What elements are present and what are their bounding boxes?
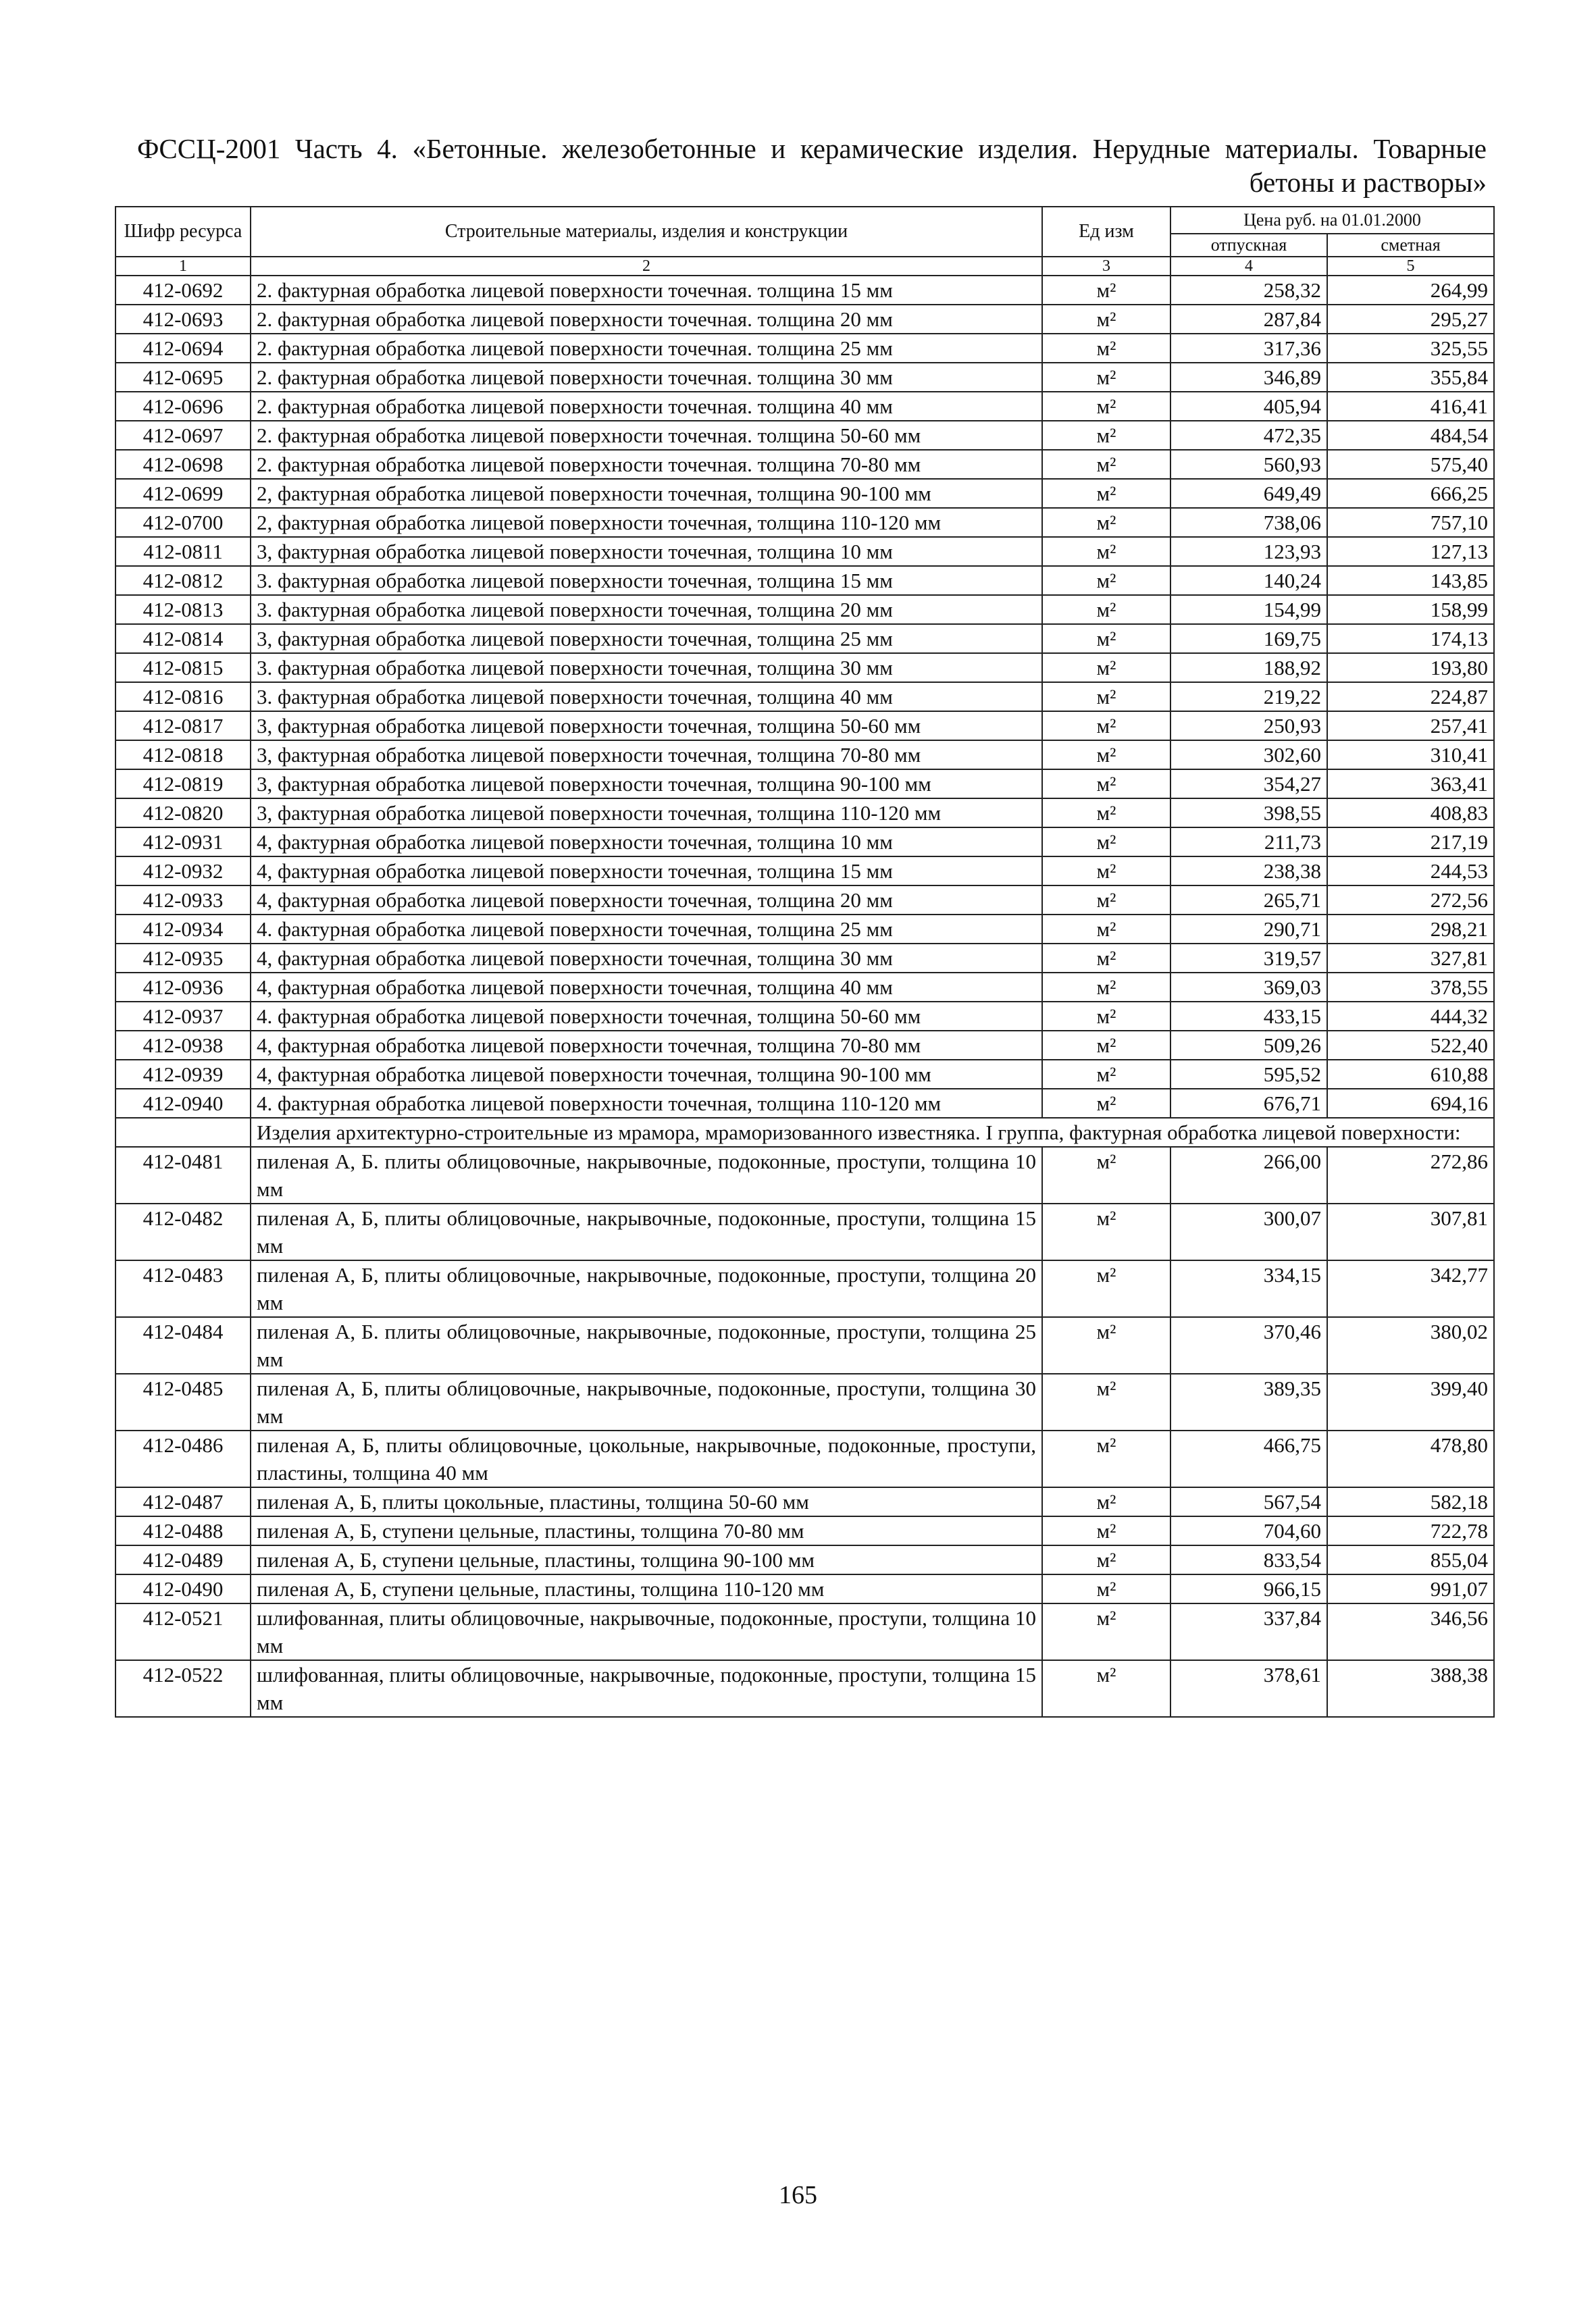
resource-code: 412-0487 bbox=[115, 1487, 251, 1516]
resource-code: 412-0699 bbox=[115, 479, 251, 508]
material-description: 3, фактурная обработка лицевой поверхности точечная, толщина 110-120 мм bbox=[251, 798, 1042, 827]
estimate-price: 325,55 bbox=[1327, 334, 1494, 363]
release-price: 346,89 bbox=[1170, 363, 1327, 392]
material-description: 4, фактурная обработка лицевой поверхности точечная, толщина 70-80 мм bbox=[251, 1031, 1042, 1060]
unit-of-measure: м² bbox=[1042, 915, 1170, 944]
material-description: 3, фактурная обработка лицевой поверхности точечная, толщина 10 мм bbox=[251, 537, 1042, 566]
table-row bbox=[115, 944, 1494, 973]
table-row bbox=[115, 421, 1494, 450]
material-description: 4, фактурная обработка лицевой поверхности точечная, толщина 40 мм bbox=[251, 973, 1042, 1002]
estimate-price: 399,40 bbox=[1327, 1374, 1494, 1431]
estimate-price: 272,86 bbox=[1327, 1147, 1494, 1204]
unit-of-measure: м² bbox=[1042, 944, 1170, 973]
resource-code: 412-0697 bbox=[115, 421, 251, 450]
unit-of-measure: м² bbox=[1042, 1147, 1170, 1204]
material-description: 3. фактурная обработка лицевой поверхности точечная, толщина 15 мм bbox=[251, 566, 1042, 595]
unit-of-measure: м² bbox=[1042, 682, 1170, 711]
release-price: 188,92 bbox=[1170, 653, 1327, 682]
unit-of-measure: м² bbox=[1042, 653, 1170, 682]
section-code-cell bbox=[115, 1118, 251, 1147]
unit-of-measure: м² bbox=[1042, 1204, 1170, 1260]
table-row bbox=[115, 450, 1494, 479]
table-row bbox=[115, 711, 1494, 740]
page-number: 165 bbox=[779, 2181, 817, 2209]
material-description: 2. фактурная обработка лицевой поверхности точечная. толщина 20 мм bbox=[251, 305, 1042, 334]
resource-code: 412-0935 bbox=[115, 944, 251, 973]
release-price: 509,26 bbox=[1170, 1031, 1327, 1060]
material-description: пиленая А, Б. плиты облицовочные, накрывочные, подоконные, проступи, толщина 25 мм bbox=[251, 1317, 1042, 1374]
estimate-price: 991,07 bbox=[1327, 1574, 1494, 1603]
table-row bbox=[115, 769, 1494, 798]
unit-of-measure: м² bbox=[1042, 1060, 1170, 1089]
unit-of-measure: м² bbox=[1042, 885, 1170, 915]
unit-of-measure: м² bbox=[1042, 856, 1170, 885]
unit-of-measure: м² bbox=[1042, 363, 1170, 392]
release-price: 290,71 bbox=[1170, 915, 1327, 944]
release-price: 219,22 bbox=[1170, 682, 1327, 711]
table-row bbox=[115, 508, 1494, 537]
release-price: 433,15 bbox=[1170, 1002, 1327, 1031]
release-price: 405,94 bbox=[1170, 392, 1327, 421]
material-description: пиленая А, Б, ступени цельные, пластины, толщина 90-100 мм bbox=[251, 1545, 1042, 1574]
estimate-price: 582,18 bbox=[1327, 1487, 1494, 1516]
table-row bbox=[115, 305, 1494, 334]
table-row bbox=[115, 334, 1494, 363]
resource-code: 412-0695 bbox=[115, 363, 251, 392]
estimate-price: 127,13 bbox=[1327, 537, 1494, 566]
table-row bbox=[115, 827, 1494, 856]
table-row bbox=[115, 1574, 1494, 1603]
release-price: 354,27 bbox=[1170, 769, 1327, 798]
resource-code: 412-0818 bbox=[115, 740, 251, 769]
table-row bbox=[115, 566, 1494, 595]
table-row bbox=[115, 973, 1494, 1002]
material-description: 2, фактурная обработка лицевой поверхности точечная, толщина 110-120 мм bbox=[251, 508, 1042, 537]
release-price: 389,35 bbox=[1170, 1374, 1327, 1431]
material-description: 2, фактурная обработка лицевой поверхности точечная, толщина 90-100 мм bbox=[251, 479, 1042, 508]
estimate-price: 575,40 bbox=[1327, 450, 1494, 479]
release-price: 319,57 bbox=[1170, 944, 1327, 973]
estimate-price: 722,78 bbox=[1327, 1516, 1494, 1545]
resource-code: 412-0488 bbox=[115, 1516, 251, 1545]
release-price: 302,60 bbox=[1170, 740, 1327, 769]
resource-code: 412-0819 bbox=[115, 769, 251, 798]
table-body-marble bbox=[115, 1147, 1494, 1717]
release-price: 287,84 bbox=[1170, 305, 1327, 334]
resource-code: 412-0481 bbox=[115, 1147, 251, 1204]
resource-code: 412-0936 bbox=[115, 973, 251, 1002]
material-description: 2. фактурная обработка лицевой поверхности точечная. толщина 40 мм bbox=[251, 392, 1042, 421]
estimate-price: 264,99 bbox=[1327, 276, 1494, 305]
unit-of-measure: м² bbox=[1042, 479, 1170, 508]
estimate-price: 478,80 bbox=[1327, 1431, 1494, 1487]
table-row bbox=[115, 1147, 1494, 1204]
unit-of-measure: м² bbox=[1042, 1545, 1170, 1574]
release-price: 337,84 bbox=[1170, 1603, 1327, 1660]
release-price: 258,32 bbox=[1170, 276, 1327, 305]
estimate-price: 346,56 bbox=[1327, 1603, 1494, 1660]
unit-of-measure: м² bbox=[1042, 973, 1170, 1002]
release-price: 472,35 bbox=[1170, 421, 1327, 450]
estimate-price: 408,83 bbox=[1327, 798, 1494, 827]
resource-code: 412-0939 bbox=[115, 1060, 251, 1089]
resource-code: 412-0698 bbox=[115, 450, 251, 479]
resource-code: 412-0693 bbox=[115, 305, 251, 334]
release-price: 265,71 bbox=[1170, 885, 1327, 915]
unit-of-measure: м² bbox=[1042, 1031, 1170, 1060]
material-description: 4, фактурная обработка лицевой поверхности точечная, толщина 10 мм bbox=[251, 827, 1042, 856]
table-row bbox=[115, 1002, 1494, 1031]
resource-code: 412-0486 bbox=[115, 1431, 251, 1487]
resource-code: 412-0813 bbox=[115, 595, 251, 624]
material-description: 3, фактурная обработка лицевой поверхности точечная, толщина 50-60 мм bbox=[251, 711, 1042, 740]
material-description: 2. фактурная обработка лицевой поверхности точечная. толщина 70-80 мм bbox=[251, 450, 1042, 479]
material-description: 3. фактурная обработка лицевой поверхности точечная, толщина 30 мм bbox=[251, 653, 1042, 682]
material-description: 2. фактурная обработка лицевой поверхности точечная. толщина 50-60 мм bbox=[251, 421, 1042, 450]
resource-code: 412-0931 bbox=[115, 827, 251, 856]
table-row bbox=[115, 653, 1494, 682]
release-price: 169,75 bbox=[1170, 624, 1327, 653]
material-description: пиленая А, Б, плиты облицовочные, накрывочные, подоконные, проступи, толщина 30 мм bbox=[251, 1374, 1042, 1431]
unit-of-measure: м² bbox=[1042, 769, 1170, 798]
estimate-price: 298,21 bbox=[1327, 915, 1494, 944]
column-number: 1 bbox=[115, 257, 251, 276]
estimate-price: 307,81 bbox=[1327, 1204, 1494, 1260]
unit-of-measure: м² bbox=[1042, 1660, 1170, 1717]
unit-of-measure: м² bbox=[1042, 1487, 1170, 1516]
release-price: 250,93 bbox=[1170, 711, 1327, 740]
unit-of-measure: м² bbox=[1042, 1317, 1170, 1374]
resource-code: 412-0937 bbox=[115, 1002, 251, 1031]
estimate-price: 257,41 bbox=[1327, 711, 1494, 740]
release-price: 398,55 bbox=[1170, 798, 1327, 827]
header-name: Строительные материалы, изделия и конструкции bbox=[251, 207, 1042, 257]
material-description: 4, фактурная обработка лицевой поверхности точечная, толщина 30 мм bbox=[251, 944, 1042, 973]
release-price: 966,15 bbox=[1170, 1574, 1327, 1603]
estimate-price: 158,99 bbox=[1327, 595, 1494, 624]
material-description: пиленая А, Б. плиты облицовочные, накрывочные, подоконные, проступи, толщина 10 мм bbox=[251, 1147, 1042, 1204]
table-row bbox=[115, 915, 1494, 944]
material-description: пиленая А, Б, плиты цокольные, пластины, толщина 50-60 мм bbox=[251, 1487, 1042, 1516]
unit-of-measure: м² bbox=[1042, 1002, 1170, 1031]
estimate-price: 143,85 bbox=[1327, 566, 1494, 595]
header-unit: Ед изм bbox=[1042, 207, 1170, 257]
column-number: 3 bbox=[1042, 257, 1170, 276]
release-price: 334,15 bbox=[1170, 1260, 1327, 1317]
material-description: шлифованная, плиты облицовочные, накрывочные, подоконные, проступи, толщина 15 мм bbox=[251, 1660, 1042, 1717]
table-row bbox=[115, 624, 1494, 653]
estimate-price: 310,41 bbox=[1327, 740, 1494, 769]
unit-of-measure: м² bbox=[1042, 276, 1170, 305]
header-estimate-price: сметная bbox=[1327, 234, 1494, 257]
section-header bbox=[115, 1118, 1494, 1147]
estimate-price: 342,77 bbox=[1327, 1260, 1494, 1317]
material-description: 2. фактурная обработка лицевой поверхности точечная. толщина 25 мм bbox=[251, 334, 1042, 363]
release-price: 676,71 bbox=[1170, 1089, 1327, 1118]
table-row bbox=[115, 1487, 1494, 1516]
header-release-price: отпускная bbox=[1170, 234, 1327, 257]
table-row bbox=[115, 1545, 1494, 1574]
resource-code: 412-0490 bbox=[115, 1574, 251, 1603]
release-price: 369,03 bbox=[1170, 973, 1327, 1002]
release-price: 266,00 bbox=[1170, 1147, 1327, 1204]
estimate-price: 224,87 bbox=[1327, 682, 1494, 711]
table-row bbox=[115, 740, 1494, 769]
release-price: 649,49 bbox=[1170, 479, 1327, 508]
estimate-price: 855,04 bbox=[1327, 1545, 1494, 1574]
resource-code: 412-0482 bbox=[115, 1204, 251, 1260]
material-description: пиленая А, Б, плиты облицовочные, накрывочные, подоконные, проступи, толщина 20 мм bbox=[251, 1260, 1042, 1317]
table-row bbox=[115, 856, 1494, 885]
unit-of-measure: м² bbox=[1042, 305, 1170, 334]
estimate-price: 295,27 bbox=[1327, 305, 1494, 334]
unit-of-measure: м² bbox=[1042, 566, 1170, 595]
header-code: Шифр ресурса bbox=[115, 207, 251, 257]
unit-of-measure: м² bbox=[1042, 1431, 1170, 1487]
table-row bbox=[115, 1603, 1494, 1660]
unit-of-measure: м² bbox=[1042, 740, 1170, 769]
resource-code: 412-0700 bbox=[115, 508, 251, 537]
unit-of-measure: м² bbox=[1042, 1374, 1170, 1431]
estimate-price: 378,55 bbox=[1327, 973, 1494, 1002]
resource-code: 412-0484 bbox=[115, 1317, 251, 1374]
estimate-price: 217,19 bbox=[1327, 827, 1494, 856]
table-row bbox=[115, 392, 1494, 421]
table-row bbox=[115, 1431, 1494, 1487]
material-description: 3, фактурная обработка лицевой поверхности точечная, толщина 25 мм bbox=[251, 624, 1042, 653]
material-description: пиленая А, Б, плиты облицовочные, цокольные, накрывочные, подоконные, проступи, пластины, толщина 40 мм bbox=[251, 1431, 1042, 1487]
material-description: шлифованная, плиты облицовочные, накрывочные, подоконные, проступи, толщина 10 мм bbox=[251, 1603, 1042, 1660]
table-row bbox=[115, 798, 1494, 827]
estimate-price: 272,56 bbox=[1327, 885, 1494, 915]
resource-code: 412-0820 bbox=[115, 798, 251, 827]
estimate-price: 444,32 bbox=[1327, 1002, 1494, 1031]
table-row bbox=[115, 682, 1494, 711]
unit-of-measure: м² bbox=[1042, 1603, 1170, 1660]
resource-code: 412-0812 bbox=[115, 566, 251, 595]
release-price: 378,61 bbox=[1170, 1660, 1327, 1717]
release-price: 123,93 bbox=[1170, 537, 1327, 566]
section-title: Изделия архитектурно-строительные из мрамора, мраморизованного известняка. I группа, фактурная обработка лицевой поверхности: bbox=[251, 1118, 1494, 1147]
table-body-textured bbox=[115, 276, 1494, 1118]
estimate-price: 355,84 bbox=[1327, 363, 1494, 392]
material-description: пиленая А, Б, ступени цельные, пластины, толщина 110-120 мм bbox=[251, 1574, 1042, 1603]
page-title: ФССЦ-2001 Часть 4. «Бетонные. железобетонные и керамические изделия. Нерудные материалы. Товарные бетоны и растворы» bbox=[137, 133, 1487, 198]
resource-code: 412-0521 bbox=[115, 1603, 251, 1660]
estimate-price: 522,40 bbox=[1327, 1031, 1494, 1060]
estimate-price: 193,80 bbox=[1327, 653, 1494, 682]
estimate-price: 174,13 bbox=[1327, 624, 1494, 653]
release-price: 300,07 bbox=[1170, 1204, 1327, 1260]
unit-of-measure: м² bbox=[1042, 1260, 1170, 1317]
release-price: 595,52 bbox=[1170, 1060, 1327, 1089]
material-description: 2. фактурная обработка лицевой поверхности точечная. толщина 15 мм bbox=[251, 276, 1042, 305]
resource-code: 412-0696 bbox=[115, 392, 251, 421]
resource-code: 412-0522 bbox=[115, 1660, 251, 1717]
table-row bbox=[115, 537, 1494, 566]
price-table bbox=[115, 206, 1495, 1718]
estimate-price: 327,81 bbox=[1327, 944, 1494, 973]
unit-of-measure: м² bbox=[1042, 1089, 1170, 1118]
resource-code: 412-0938 bbox=[115, 1031, 251, 1060]
resource-code: 412-0694 bbox=[115, 334, 251, 363]
material-description: пиленая А, Б, плиты облицовочные, накрывочные, подоконные, проступи, толщина 15 мм bbox=[251, 1204, 1042, 1260]
table-row bbox=[115, 1089, 1494, 1118]
release-price: 738,06 bbox=[1170, 508, 1327, 537]
unit-of-measure: м² bbox=[1042, 334, 1170, 363]
material-description: 4, фактурная обработка лицевой поверхности точечная, толщина 20 мм bbox=[251, 885, 1042, 915]
unit-of-measure: м² bbox=[1042, 827, 1170, 856]
table-row bbox=[115, 1317, 1494, 1374]
table-row bbox=[115, 1204, 1494, 1260]
resource-code: 412-0692 bbox=[115, 276, 251, 305]
material-description: 4, фактурная обработка лицевой поверхности точечная, толщина 15 мм bbox=[251, 856, 1042, 885]
resource-code: 412-0940 bbox=[115, 1089, 251, 1118]
resource-code: 412-0811 bbox=[115, 537, 251, 566]
release-price: 140,24 bbox=[1170, 566, 1327, 595]
material-description: 2. фактурная обработка лицевой поверхности точечная. толщина 30 мм bbox=[251, 363, 1042, 392]
table-row bbox=[115, 885, 1494, 915]
estimate-price: 484,54 bbox=[1327, 421, 1494, 450]
resource-code: 412-0815 bbox=[115, 653, 251, 682]
unit-of-measure: м² bbox=[1042, 450, 1170, 479]
release-price: 238,38 bbox=[1170, 856, 1327, 885]
material-description: 4, фактурная обработка лицевой поверхности точечная, толщина 90-100 мм bbox=[251, 1060, 1042, 1089]
resource-code: 412-0816 bbox=[115, 682, 251, 711]
material-description: 3, фактурная обработка лицевой поверхности точечная, толщина 90-100 мм bbox=[251, 769, 1042, 798]
table-row bbox=[115, 479, 1494, 508]
unit-of-measure: м² bbox=[1042, 595, 1170, 624]
release-price: 560,93 bbox=[1170, 450, 1327, 479]
resource-code: 412-0814 bbox=[115, 624, 251, 653]
resource-code: 412-0485 bbox=[115, 1374, 251, 1431]
estimate-price: 666,25 bbox=[1327, 479, 1494, 508]
release-price: 317,36 bbox=[1170, 334, 1327, 363]
resource-code: 412-0817 bbox=[115, 711, 251, 740]
table-row bbox=[115, 1031, 1494, 1060]
table-row bbox=[115, 1374, 1494, 1431]
resource-code: 412-0933 bbox=[115, 885, 251, 915]
unit-of-measure: м² bbox=[1042, 624, 1170, 653]
column-number: 4 bbox=[1170, 257, 1327, 276]
estimate-price: 363,41 bbox=[1327, 769, 1494, 798]
unit-of-measure: м² bbox=[1042, 421, 1170, 450]
table-row bbox=[115, 363, 1494, 392]
unit-of-measure: м² bbox=[1042, 798, 1170, 827]
estimate-price: 244,53 bbox=[1327, 856, 1494, 885]
resource-code: 412-0932 bbox=[115, 856, 251, 885]
material-description: 4. фактурная обработка лицевой поверхности точечная, толщина 110-120 мм bbox=[251, 1089, 1042, 1118]
estimate-price: 388,38 bbox=[1327, 1660, 1494, 1717]
material-description: 4. фактурная обработка лицевой поверхности точечная, толщина 25 мм bbox=[251, 915, 1042, 944]
table-row bbox=[115, 1060, 1494, 1089]
table-row bbox=[115, 276, 1494, 305]
release-price: 833,54 bbox=[1170, 1545, 1327, 1574]
table-row bbox=[115, 595, 1494, 624]
release-price: 154,99 bbox=[1170, 595, 1327, 624]
resource-code: 412-0489 bbox=[115, 1545, 251, 1574]
column-number: 2 bbox=[251, 257, 1042, 276]
header-price-group: Цена руб. на 01.01.2000 bbox=[1170, 207, 1494, 234]
table-row bbox=[115, 1660, 1494, 1717]
column-number: 5 bbox=[1327, 257, 1494, 276]
material-description: пиленая А, Б, ступени цельные, пластины, толщина 70-80 мм bbox=[251, 1516, 1042, 1545]
release-price: 567,54 bbox=[1170, 1487, 1327, 1516]
resource-code: 412-0483 bbox=[115, 1260, 251, 1317]
table-row bbox=[115, 1516, 1494, 1545]
unit-of-measure: м² bbox=[1042, 537, 1170, 566]
material-description: 3. фактурная обработка лицевой поверхности точечная, толщина 40 мм bbox=[251, 682, 1042, 711]
unit-of-measure: м² bbox=[1042, 711, 1170, 740]
release-price: 704,60 bbox=[1170, 1516, 1327, 1545]
table-header bbox=[115, 207, 1494, 276]
estimate-price: 610,88 bbox=[1327, 1060, 1494, 1089]
material-description: 3. фактурная обработка лицевой поверхности точечная, толщина 20 мм bbox=[251, 595, 1042, 624]
unit-of-measure: м² bbox=[1042, 1516, 1170, 1545]
estimate-price: 416,41 bbox=[1327, 392, 1494, 421]
release-price: 211,73 bbox=[1170, 827, 1327, 856]
estimate-price: 694,16 bbox=[1327, 1089, 1494, 1118]
resource-code: 412-0934 bbox=[115, 915, 251, 944]
release-price: 466,75 bbox=[1170, 1431, 1327, 1487]
estimate-price: 380,02 bbox=[1327, 1317, 1494, 1374]
unit-of-measure: м² bbox=[1042, 392, 1170, 421]
table-row bbox=[115, 1260, 1494, 1317]
estimate-price: 757,10 bbox=[1327, 508, 1494, 537]
unit-of-measure: м² bbox=[1042, 508, 1170, 537]
unit-of-measure: м² bbox=[1042, 1574, 1170, 1603]
material-description: 3, фактурная обработка лицевой поверхности точечная, толщина 70-80 мм bbox=[251, 740, 1042, 769]
material-description: 4. фактурная обработка лицевой поверхности точечная, толщина 50-60 мм bbox=[251, 1002, 1042, 1031]
release-price: 370,46 bbox=[1170, 1317, 1327, 1374]
